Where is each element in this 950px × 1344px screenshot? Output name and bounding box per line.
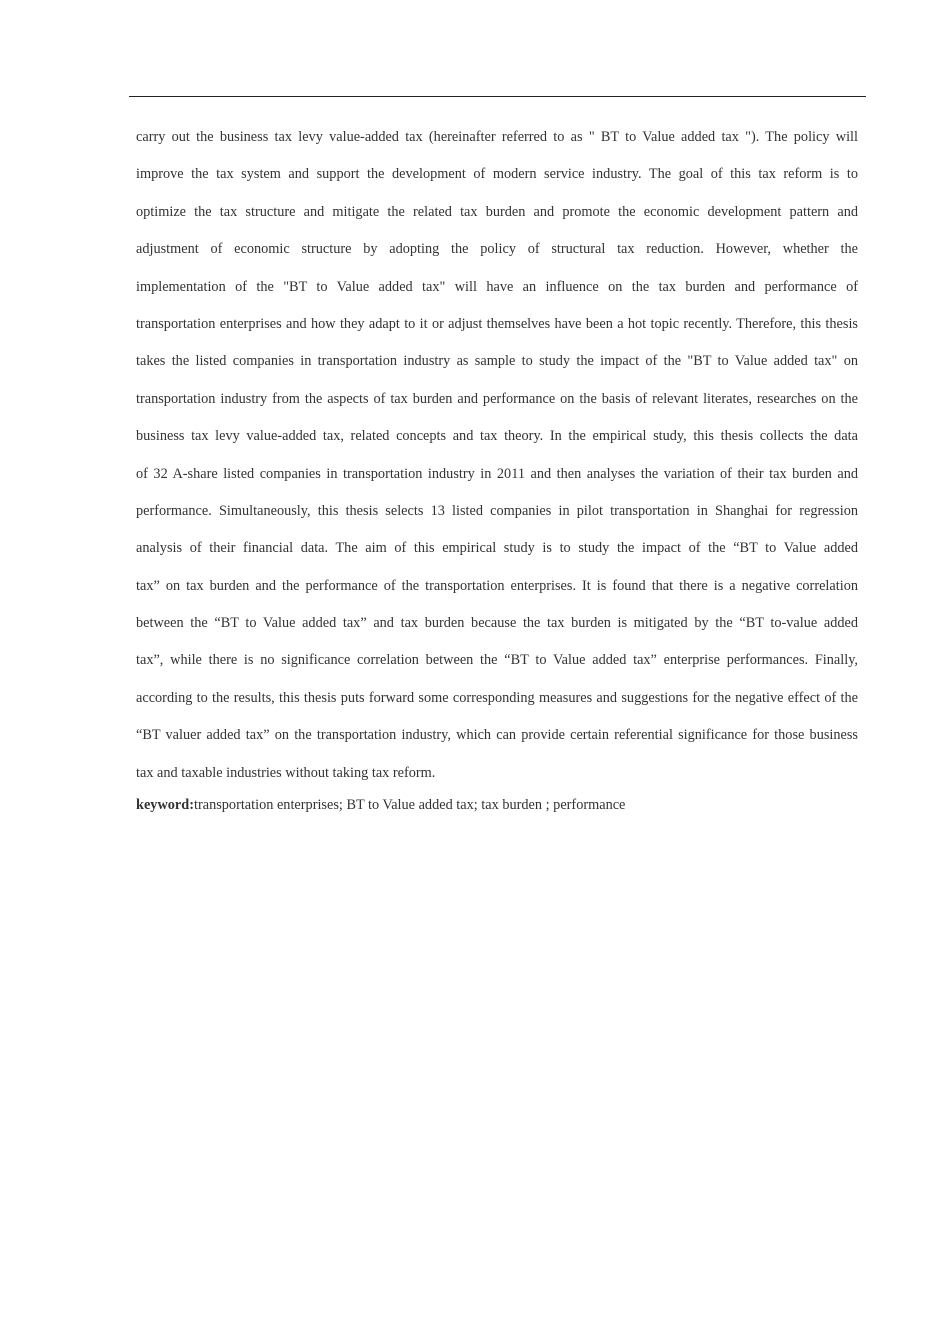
abstract-line: transportation enterprises and how they adapt to it or adjust themselves have been a hot topic recently. Therefore, this thesis — [136, 315, 858, 332]
abstract-line: takes the listed companies in transportation industry as sample to study the impact of the "BT to Value added tax" on — [136, 353, 858, 370]
abstract-line: tax” on tax burden and the performance of the transportation enterprises. It is found that there is a negative correlation — [136, 577, 858, 594]
abstract-line: business tax levy value-added tax, related concepts and tax theory. In the empirical study, this thesis collects the data — [136, 428, 858, 445]
header-rule — [129, 96, 866, 97]
abstract-line: tax”, while there is no significance correlation between the “BT to Value added tax” enterprise performances. Finally, — [136, 652, 858, 669]
abstract-body — [136, 123, 858, 796]
keywords-text: transportation enterprises; BT to Value added tax; tax burden ; performance — [193, 797, 626, 813]
abstract-line: transportation industry from the aspects of tax burden and performance on the basis of relevant literates, researches on the — [136, 390, 858, 407]
abstract-line: adjustment of economic structure by adopting the policy of structural tax reduction. However, whether the — [136, 241, 858, 258]
keywords-line — [136, 793, 858, 817]
abstract-line: carry out the business tax levy value-added tax (hereinafter referred to as " BT to Value added tax "). The policy will — [136, 129, 858, 145]
abstract-line: analysis of their financial data. The aim of this empirical study is to study the impact of the “BT to Value added — [136, 540, 858, 557]
abstract-line: according to the results, this thesis puts forward some corresponding measures and suggestions for the negative effect of the — [136, 689, 858, 706]
abstract-line: optimize the tax structure and mitigate the related tax burden and promote the economic development pattern and — [136, 203, 858, 220]
abstract-line: tax and taxable industries without taking tax reform. — [136, 764, 436, 781]
abstract-line: implementation of the "BT to Value added tax" will have an influence on the tax burden and performance of — [136, 278, 858, 295]
keywords-label: keyword: — [136, 797, 194, 813]
abstract-line: “BT valuer added tax” on the transportation industry, which can provide certain referential significance for those business — [136, 727, 858, 744]
abstract-line: improve the tax system and support the development of modern service industry. The goal of this tax reform is to — [136, 166, 858, 183]
abstract-line: between the “BT to Value added tax” and tax burden because the tax burden is mitigated by the “BT to-value added — [136, 615, 858, 632]
abstract-line: of 32 A-share listed companies in transportation industry in 2011 and then analyses the variation of their tax burden and — [136, 465, 858, 482]
abstract-line: performance. Simultaneously, this thesis selects 13 listed companies in pilot transportation in Shanghai for regression — [136, 502, 858, 519]
